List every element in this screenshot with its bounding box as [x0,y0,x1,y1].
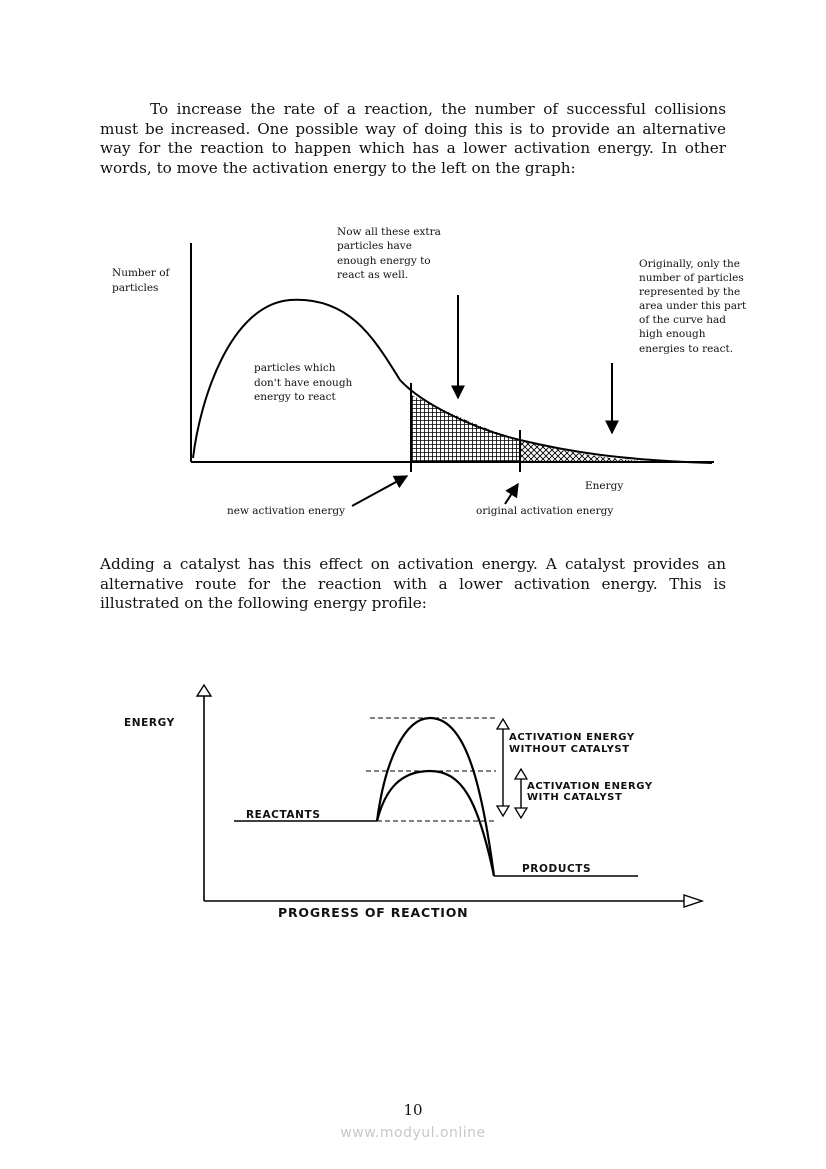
note-line: particles have [337,240,412,252]
label-line: WITHOUT CATALYST [509,744,630,755]
label-line: ACTIVATION ENERGY [527,781,653,792]
extra-particles-note [337,226,444,281]
original-activation-label: original activation energy [476,505,614,517]
catalyst-paragraph: Adding a catalyst has this effect on activation energy. A catalyst provides an alternative route for the reaction with a lower activation energy. This is illustrated on the following energy profile: [100,555,726,612]
distribution-graph [112,226,750,517]
note-line: particles which [254,362,336,374]
new-activation-arrow [352,476,407,506]
y-axis-label [112,267,173,294]
note-line: energy to react [254,391,336,403]
x-axis-arrowhead [684,895,702,907]
note-line: area under this part [639,300,747,312]
reactants-label: REACTANTS [246,809,321,821]
energy-axis-label: ENERGY [124,717,175,729]
page-number: 10 [403,1101,423,1119]
new-activation-label: new activation energy [227,505,346,517]
products-label: PRODUCTS [522,863,592,875]
y-axis-label-line: Number of [112,267,170,279]
label-line: WITH CATALYST [527,792,623,803]
note-line: Originally, only the [639,258,740,270]
original-activation-arrow [505,484,518,504]
note-line: enough energy to [337,255,431,267]
arrowhead-up [497,719,509,729]
progress-axis-label: PROGRESS OF REACTION [278,905,469,920]
label-line: ACTIVATION ENERGY [509,732,635,743]
catalysed-curve [377,771,494,876]
uncatalysed-curve [377,718,494,876]
low-energy-note [254,362,356,403]
y-axis-label-line: particles [112,282,159,294]
note-line: react as well. [337,269,409,281]
intro-paragraph: To increase the rate of a reaction, the number of successful collisions must be increased. One possible way of doing this is to provide an alternative way for the reaction to happen which has a lower activation energy. In other words, to move the activation energy to the left on the graph: [100,100,726,177]
arrowhead-up [515,769,527,779]
energy-profile [124,685,702,920]
new-activation-area [411,395,520,462]
note-line: of the curve had [639,314,726,326]
note-line: high enough [639,328,706,340]
y-axis-arrowhead [197,685,211,696]
note-line: number of particles [639,272,744,284]
x-axis-label: Energy [585,480,624,492]
arrowhead-down [515,808,527,818]
original-note [639,258,750,355]
note-line: Now all these extra [337,226,441,238]
note-line: represented by the [639,286,741,298]
note-line: don't have enough [254,377,353,389]
arrowhead-down [497,806,509,816]
note-line: energies to react. [639,343,734,355]
watermark: www.modyul.online [340,1125,486,1141]
without-catalyst-label [509,732,639,755]
with-catalyst-label [527,781,657,803]
